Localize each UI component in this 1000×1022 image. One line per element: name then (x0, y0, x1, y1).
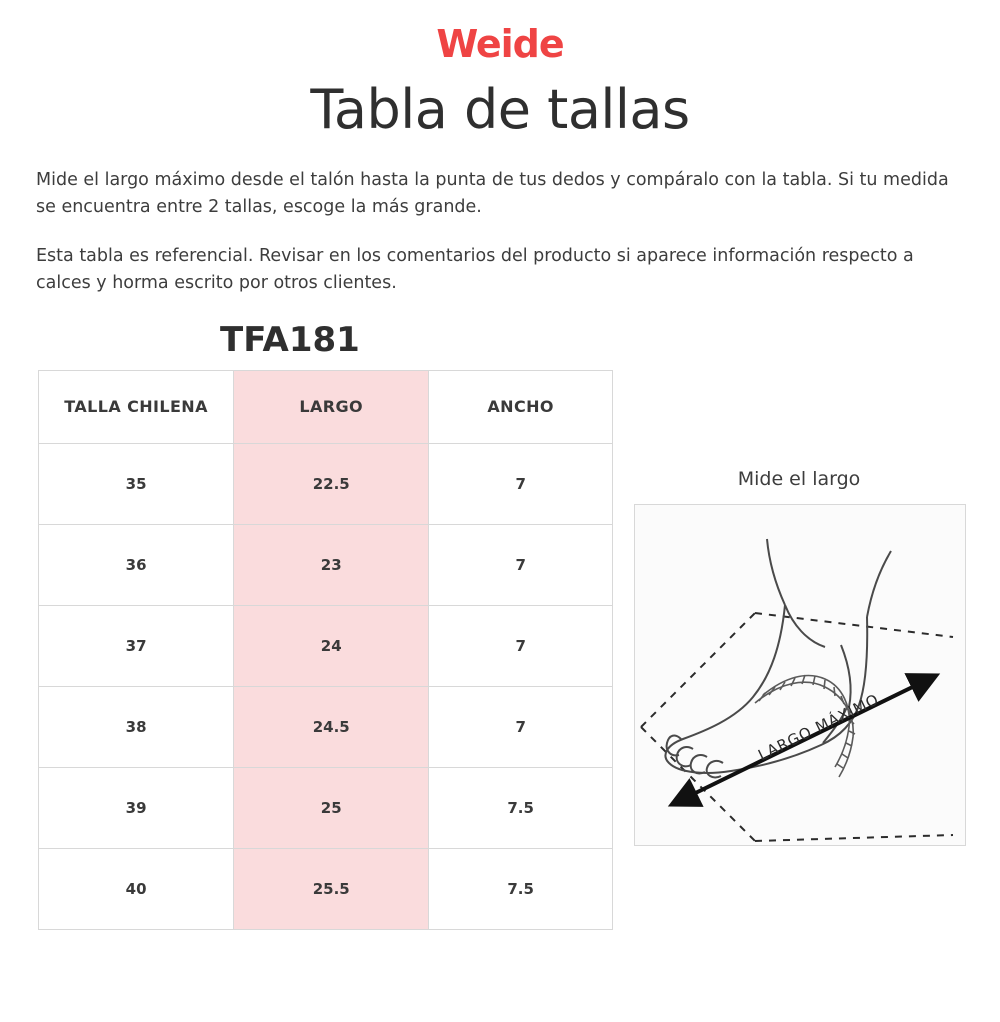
table-header-talla: TALLA CHILENA (39, 370, 234, 443)
table-row (39, 443, 613, 524)
diagram-box (634, 504, 966, 846)
cell-talla: 36 (39, 524, 234, 605)
cell-ancho: 7 (429, 443, 613, 524)
cell-ancho: 7.5 (429, 848, 613, 929)
table-row (39, 767, 613, 848)
cell-largo: 24.5 (234, 686, 429, 767)
cell-largo: 22.5 (234, 443, 429, 524)
cell-ancho: 7 (429, 524, 613, 605)
intro-paragraph-1: Mide el largo máximo desde el talón hasta la punta de tus dedos y compáralo con la tabla. Si tu medida se encuentra entre 2 tallas, escoge la más grande. (36, 170, 949, 218)
svg-text:LARGO MÁXIMO (755, 690, 882, 764)
diagram-caption: Mide el largo (737, 467, 861, 490)
cell-talla: 35 (39, 443, 234, 524)
intro-paragraph-2: Esta tabla es referencial. Revisar en los comentarios del producto si aparece información respecto a calces y horma escrito por otros clientes. (36, 246, 914, 294)
cell-talla: 39 (39, 767, 234, 848)
cell-ancho: 7 (429, 686, 613, 767)
foot-measure-illustration (635, 505, 965, 845)
arrow-label: LARGO MÁXIMO (755, 689, 883, 764)
cell-largo: 25.5 (234, 848, 429, 929)
measure-diagram (634, 468, 964, 846)
table-header-ancho: ANCHO (429, 370, 613, 443)
table-row (39, 848, 613, 929)
brand-logo: Weide (436, 22, 564, 66)
cell-largo: 23 (234, 524, 429, 605)
page-title: Tabla de tallas (310, 78, 690, 141)
table-header-row (39, 370, 613, 443)
cell-ancho: 7.5 (429, 767, 613, 848)
cell-largo: 25 (234, 767, 429, 848)
table-row (39, 605, 613, 686)
cell-talla: 38 (39, 686, 234, 767)
cell-talla: 40 (39, 848, 234, 929)
cell-talla: 37 (39, 605, 234, 686)
table-row (39, 524, 613, 605)
cell-ancho: 7 (429, 605, 613, 686)
table-header-largo: LARGO (234, 370, 429, 443)
table-row (39, 686, 613, 767)
model-code: TFA181 (220, 319, 360, 360)
cell-largo: 24 (234, 605, 429, 686)
size-table (38, 370, 613, 930)
